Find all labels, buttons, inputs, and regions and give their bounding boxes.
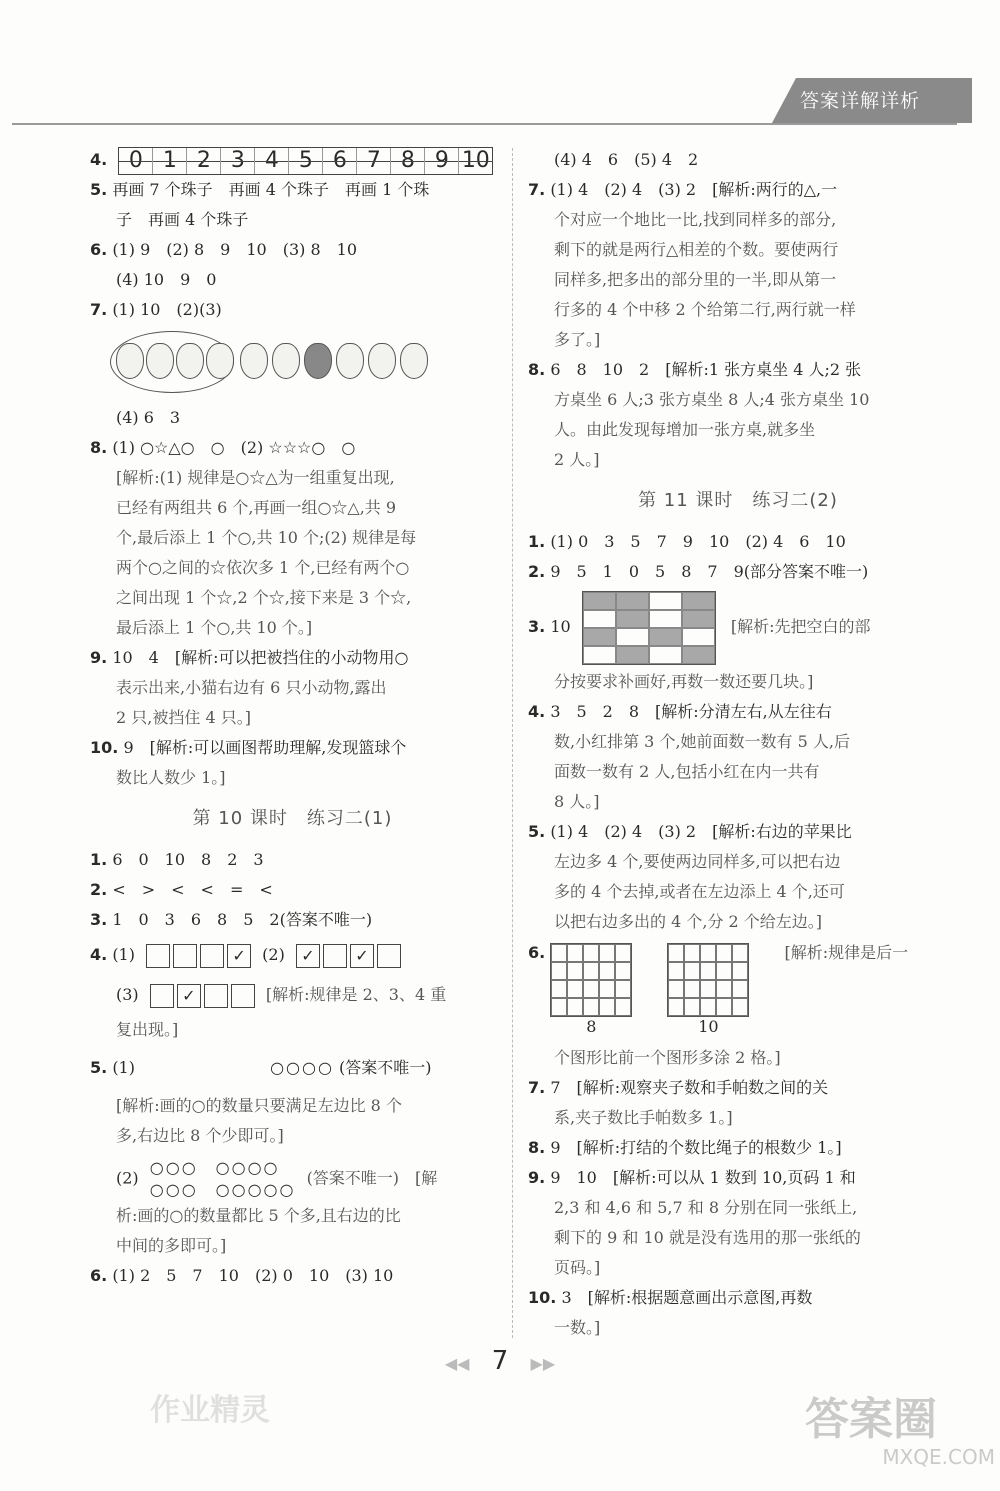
stamp-watermark: 作业精灵	[150, 1393, 270, 1428]
answer-5-cont: 子 再画 4 个珠子	[116, 210, 249, 229]
answer-4: 4. 0 1 2 3 4 5 6 7 8 9 10	[90, 145, 495, 175]
answer-10-note: 数比人数少 1。]	[116, 768, 226, 787]
section-title-10: 第 10 课时 练习二(1)	[192, 808, 393, 829]
answer-6-cont-right: (4) 4 6 (5) 4 2	[554, 150, 699, 169]
lesson11-q6: 6. 8 10 [解析:规律是后一	[528, 943, 909, 1036]
lesson10-q3: 3. 1 0 3 6 8 5 2(答案不唯一)	[90, 910, 373, 929]
lesson11-q1: 1. (1) 0 3 5 7 9 10 (2) 4 6 10	[528, 532, 846, 551]
answer-6-cont: (4) 10 9 0	[116, 270, 217, 289]
note-line: 数,小红排第 3 个,她前面数一数有 5 人,后	[554, 732, 850, 751]
note-line: 2,3 和 4,6 和 5,7 和 8 分别在同一张纸上,	[554, 1198, 858, 1217]
lesson10-q5-note: [解析:画的○的数量只要满足左边比 8 个	[116, 1096, 402, 1115]
checkbox-row-2: ✓ ✓	[296, 944, 401, 968]
answer-8-note: 两个○之间的☆依次多 1 个,已经有两个○	[116, 558, 410, 577]
number-line-cell: 9	[425, 148, 459, 174]
tile-grid	[582, 591, 716, 665]
pear-icon	[176, 343, 204, 379]
pear-icon	[116, 343, 144, 379]
header-title: 答案详解详析	[800, 90, 921, 112]
note-line: 方桌坐 6 人;3 张方桌坐 8 人;4 张方桌坐 10	[554, 390, 870, 409]
answer-8: 8. (1) ○☆△○ ○ (2) ☆☆☆○ ○	[90, 438, 356, 457]
answer-9: 9. 10 4 [解析:可以把被挡住的小动物用○	[90, 648, 409, 667]
pear-icon	[272, 343, 300, 379]
number-line-cell: 1	[153, 148, 187, 174]
answer-8-note: [解析:(1) 规律是○☆△为一组重复出现,	[116, 468, 395, 487]
lesson10-q6: 6. (1) 2 5 7 10 (2) 0 10 (3) 10	[90, 1266, 394, 1285]
answer-8-note: 个,最后添上 1 个○,共 10 个;(2) 规律是每	[116, 528, 417, 547]
lesson11-q8: 8. 9 [解析:打结的个数比绳子的根数少 1。]	[528, 1138, 842, 1157]
lesson11-q2: 2. 9 5 1 0 5 8 7 9(部分答案不唯一)	[528, 562, 869, 581]
left-column	[90, 145, 495, 1291]
pears-figure	[110, 329, 495, 399]
lesson10-q5-note: 多,右边比 8 个少即可。]	[116, 1126, 284, 1145]
note-line: 左边多 4 个,要使两边同样多,可以把右边	[554, 852, 841, 871]
note-line: 页码。]	[554, 1258, 601, 1277]
answer-8-note: 已经有两组共 6 个,再画一组○☆△,共 9	[116, 498, 397, 517]
answer-8-right: 8. 6 8 10 2 [解析:1 张方桌坐 4 人;2 张	[528, 360, 862, 379]
lesson10-q2: 2. < > < < = <	[90, 880, 273, 899]
answer-7-right: 7. (1) 4 (2) 4 (3) 2 [解析:两行的△,一	[528, 180, 838, 199]
note-line: 多了。]	[554, 330, 601, 349]
pear-icon	[206, 343, 234, 379]
note-line: 多的 4 个去掉,或者在左边添上 4 个,还可	[554, 882, 845, 901]
lesson11-q3-note: 分按要求补画好,再数一数还要几块。]	[554, 672, 814, 691]
lesson11-q5: 5. (1) 4 (2) 4 (3) 2 [解析:右边的苹果比	[528, 822, 852, 841]
pear-icon	[368, 343, 396, 379]
lesson10-q4-3: (3) ✓ [解析:规律是 2、3、4 重	[90, 975, 495, 1015]
pear-icon	[240, 343, 268, 379]
pear-icon	[400, 343, 428, 379]
pear-icon-shaded	[304, 343, 332, 379]
lesson11-q3: 3. 10 [解析:先把空白的部	[528, 587, 948, 667]
answer-7: 7. (1) 10 (2)(3)	[90, 300, 222, 319]
lesson10-q5: 5. (1) ○○○○ (答案不唯一)	[90, 1058, 432, 1077]
answer-6: 6. (1) 9 (2) 8 9 10 (3) 8 10	[90, 240, 358, 259]
number-line-cell: 8	[391, 148, 425, 174]
lesson10-q5-note: 析:画的○的数量都比 5 个多,且右边的比	[116, 1206, 401, 1225]
note-line: 2 人。]	[554, 450, 600, 469]
note-line: 个对应一个地比一比,找到同样多的部分,	[554, 210, 837, 229]
note-line: 剩下的就是两行△相差的个数。要使两行	[554, 240, 839, 259]
lesson10-q5-2: (2) ○○○ ○○○○ ○○○ ○○○○○ (答案不唯一) [解	[116, 1158, 438, 1199]
next-arrow-icon: ▶▶	[530, 1354, 556, 1373]
lesson11-q9: 9. 9 10 [解析:可以从 1 数到 10,页码 1 和	[528, 1168, 856, 1187]
page-number: ◀◀ 7 ▶▶	[444, 1346, 556, 1376]
checkbox-row-3: ✓	[150, 984, 255, 1008]
grid-figure-1: 8	[550, 943, 632, 1037]
number-line-cell: 3	[221, 148, 255, 174]
answer-9-note: 2 只,被挡住 4 只。]	[116, 708, 251, 727]
answer-5: 5. 再画 7 个珠子 再画 4 个珠子 再画 1 个珠	[90, 180, 430, 199]
note-line: 人。由此发现每增加一张方桌,就多坐	[554, 420, 816, 439]
note-line: 面数一数有 2 人,包括小红在内一共有	[554, 762, 820, 781]
answer-8-note: 最后添上 1 个○,共 10 个。]	[116, 618, 313, 637]
lesson11-q4: 4. 3 5 2 8 [解析:分清左右,从左往右	[528, 702, 832, 721]
note-line: 同样多,把多出的部分里的一半,即从第一	[554, 270, 837, 289]
pear-icon	[336, 343, 364, 379]
answer-9-note: 表示出来,小猫右边有 6 只小动物,露出	[116, 678, 387, 697]
note-line: 系,夹子数比手帕数多 1。]	[554, 1108, 733, 1127]
note-line: 8 人。]	[554, 792, 600, 811]
number-line-cell: 2	[187, 148, 221, 174]
number-line-cell: 0	[119, 148, 153, 174]
site-watermark: 答案圈 MXQE.COM	[805, 1394, 995, 1469]
grid-figure-2: 10	[667, 943, 749, 1037]
checkbox-row-1: ✓	[146, 944, 251, 968]
lesson11-q10: 10. 3 [解析:根据题意画出示意图,再数	[528, 1288, 813, 1307]
note-line: 剩下的 9 和 10 就是没有选用的那一张纸的	[554, 1228, 861, 1247]
lesson10-q4-note: 复出现。]	[116, 1020, 179, 1039]
answer-8-note: 之间出现 1 个☆,2 个☆,接下来是 3 个☆,	[116, 588, 412, 607]
section-title-11: 第 11 课时 练习二(2)	[638, 490, 838, 511]
lesson10-q5-note: 中间的多即可。]	[116, 1236, 227, 1255]
column-divider	[512, 148, 513, 1338]
header-rule	[12, 123, 957, 125]
answer-10: 10. 9 [解析:可以画图帮助理解,发现篮球个	[90, 738, 407, 757]
number-line-cell: 7	[357, 148, 391, 174]
answer-7-4: (4) 6 3	[116, 408, 181, 427]
number-line-cell: 6	[323, 148, 357, 174]
note-line: 一数。]	[554, 1318, 601, 1337]
lesson11-q6-note: 个图形比前一个图形多涂 2 格。]	[554, 1048, 781, 1067]
number-line	[118, 147, 493, 175]
number-line-cell: 10	[459, 148, 492, 174]
lesson10-q1: 1. 6 0 10 8 2 3	[90, 850, 264, 869]
note-line: 以把右边多出的 4 个,分 2 个给左边。]	[554, 912, 823, 931]
prev-arrow-icon: ◀◀	[444, 1354, 470, 1373]
lesson11-q7: 7. 7 [解析:观察夹子数和手帕数之间的关	[528, 1078, 829, 1097]
lesson10-q4: 4. (1) ✓ (2) ✓ ✓	[90, 935, 495, 975]
number-line-cell: 4	[255, 148, 289, 174]
note-line: 行多的 4 个中移 2 个给第二行,两行就一样	[554, 300, 856, 319]
pear-icon	[146, 343, 174, 379]
number-line-cell: 5	[289, 148, 323, 174]
right-column	[528, 145, 948, 1343]
